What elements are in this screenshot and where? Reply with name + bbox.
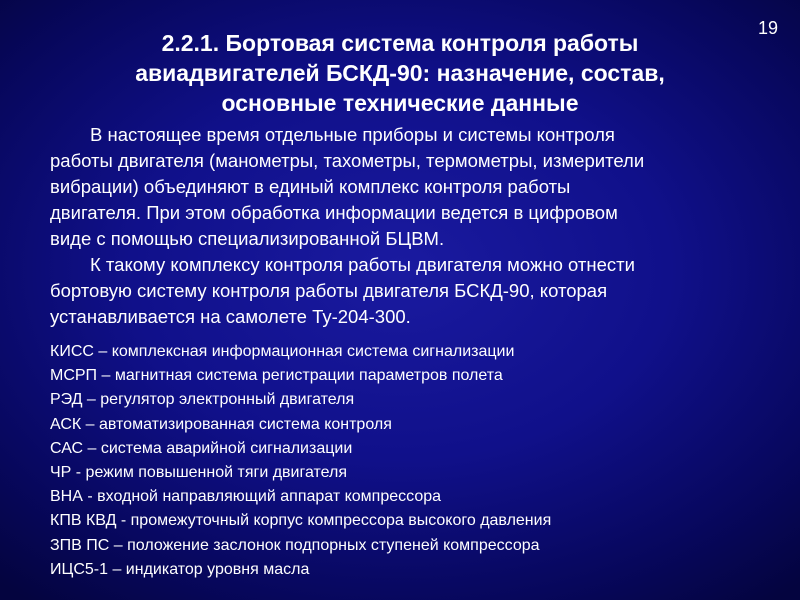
title-line: основные технические данные: [221, 90, 579, 116]
abbreviation-item: КПВ КВД - промежуточный корпус компрессора высокого давления: [50, 512, 552, 530]
abbreviation-item: МСРП – магнитная система регистрации параметров полета: [50, 367, 503, 385]
body-text: [50, 122, 780, 330]
page-number: 19: [757, 18, 778, 38]
abbreviation-item: КИСС – комплексная информационная система сигнализации: [50, 343, 515, 360]
paragraph-1-line: работы двигателя (манометры, тахометры, термометры, измерители: [50, 150, 645, 171]
abbreviation-item: ИЦС5-1 – индикатор уровня масла: [50, 560, 310, 578]
abbreviation-item: ЧР - режим повышенной тяги двигателя: [50, 464, 348, 482]
paragraph-1-line: В настоящее время отдельные приборы и системы контроля: [90, 124, 615, 145]
title-line: авиадвигателей БСКД-90: назначение, состав,: [135, 60, 665, 86]
paragraph-2-line: устанавливается на самолете Ту-204-300.: [50, 306, 411, 327]
paragraph-1-line: двигателя. При этом обработка информации ведется в цифровом: [50, 202, 618, 223]
abbreviation-list: [50, 340, 780, 582]
paragraph-2-line: К такому комплексу контроля работы двигателя можно отнести: [90, 254, 635, 275]
abbreviation-item: ВНА - входной направляющий аппарат компрессора: [50, 488, 442, 506]
title-line: 2.2.1. Бортовая система контроля работы: [161, 30, 639, 56]
abbreviation-item: РЭД – регулятор электронный двигателя: [50, 391, 355, 409]
abbreviation-item: ЗПВ ПС – положение заслонок подпорных ступеней компрессора: [50, 536, 540, 554]
paragraph-2-line: бортовую систему контроля работы двигателя БСКД-90, которая: [50, 280, 608, 301]
paragraph-1-line: вибрации) объединяют в единый комплекс контроля работы: [50, 176, 571, 197]
abbreviation-item: АСК – автоматизированная система контроля: [50, 415, 392, 433]
slide-title: [60, 28, 740, 118]
abbreviation-item: САС – система аварийной сигнализации: [50, 439, 353, 457]
paragraph-1-line: виде с помощью специализированной БЦВМ.: [50, 228, 445, 249]
